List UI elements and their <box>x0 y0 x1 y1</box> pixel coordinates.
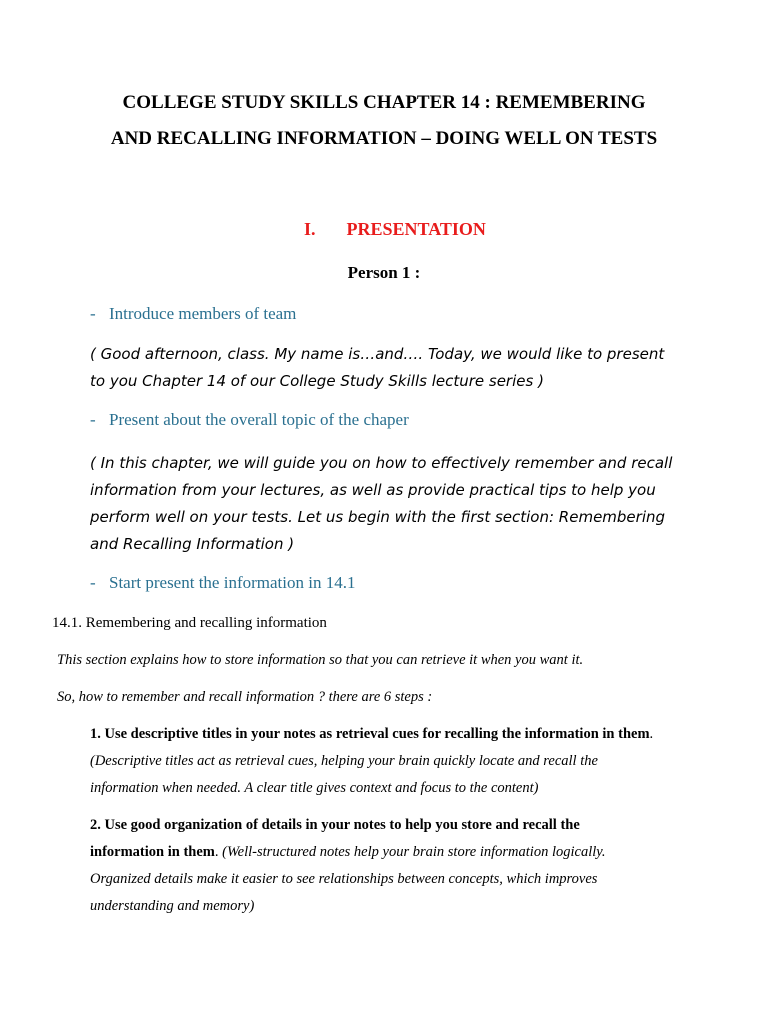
step-2 <box>90 812 750 920</box>
step-2-note-line: understanding and memory) <box>90 898 255 914</box>
step-2-note-start: (Well-structured notes help your brain store information logically. <box>222 844 606 860</box>
bullet-dash: - <box>90 410 96 429</box>
document-title-line-2: AND RECALLING INFORMATION – DOING WELL ON TESTS <box>110 128 658 149</box>
script-line: to you Chapter 14 of our College Study Skills lecture series ) <box>90 372 544 390</box>
script-line: information from your lectures, as well as provide practical tips to help you <box>90 481 656 499</box>
script-line: and Recalling Information ) <box>90 535 295 553</box>
script-line: ( Good afternoon, class. My name is…and…. Today, we would like to present <box>90 345 665 363</box>
bullet-item-2 <box>90 410 409 430</box>
bullet-dash: - <box>90 304 96 323</box>
bullet-item-3 <box>90 573 355 593</box>
bullet-text: Start present the information in 14.1 <box>109 573 356 592</box>
bullet-text: Introduce members of team <box>109 304 297 323</box>
document-title-line-1: COLLEGE STUDY SKILLS CHAPTER 14 : REMEMBERING <box>122 92 646 113</box>
subsection-question: So, how to remember and recall information ? there are 6 steps : <box>57 689 433 705</box>
step-1-title: 1. Use descriptive titles in your notes as retrieval cues for recalling the information in them <box>90 726 650 742</box>
step-1-punct: . <box>649 726 654 742</box>
step-2-note-line: Organized details make it easier to see relationships between concepts, which improves <box>90 871 598 887</box>
step-1-note-line: (Descriptive titles act as retrieval cues, helping your brain quickly locate and recall the <box>90 753 598 769</box>
bullet-text: Present about the overall topic of the chaper <box>109 410 409 429</box>
section-heading <box>304 219 486 240</box>
step-2-punct: . <box>214 844 223 860</box>
subsection-heading: 14.1. Remembering and recalling information <box>52 615 327 631</box>
step-2-mixed-line <box>90 839 750 866</box>
step-1 <box>90 721 750 802</box>
step-1-note-line: information when needed. A clear title gives context and focus to the content) <box>90 780 539 796</box>
step-1-title-line <box>90 721 750 748</box>
step-2-title-end: information in them <box>90 844 215 860</box>
step-2-title-line: 2. Use good organization of details in your notes to help you store and recall the <box>90 817 580 833</box>
subsection-intro: This section explains how to store information so that you can retrieve it when you want it. <box>57 652 584 668</box>
topic-script <box>90 450 740 558</box>
intro-script <box>90 341 730 395</box>
bullet-item-1 <box>90 304 296 324</box>
person-label: Person 1 : <box>347 263 421 282</box>
script-line: ( In this chapter, we will guide you on how to effectively remember and recall <box>90 454 673 472</box>
script-line: perform well on your tests. Let us begin with the first section: Remembering <box>90 508 666 526</box>
section-heading-text: PRESENTATION <box>346 219 486 239</box>
section-numeral: I. <box>304 219 316 239</box>
bullet-dash: - <box>90 573 96 592</box>
